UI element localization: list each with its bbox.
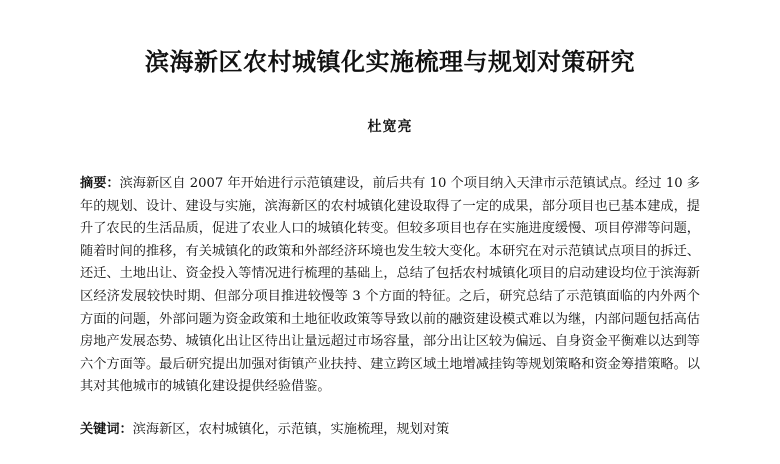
abstract-label: 摘要： <box>80 176 120 191</box>
keywords-label: 关键词： <box>80 422 133 437</box>
paper-title: 滨海新区农村城镇化实施梳理与规划对策研究 <box>145 47 635 76</box>
abstract-text: 滨海新区自 2007 年开始进行示范镇建设，前后共有 10 个项目纳入天津市示范镇试点。经过 10 多年的规划、设计、建设与实施，滨海新区的农村城镇化建设取得了一定的成果，部分项目也已基本建成，提升了农民的生活品质，促进了农业人口的城镇化转变。但较多项目也存在实施进度缓慢、项目停滞等问题，随着时间的推移，有关城镇化的政策和外部经济环境也发生较大变化。本研究在对示范镇试点项目的拆迁、还迁、土地出让、资金投入等情况进行梳理的基础上，总结了包括农村城镇化项目的启动建设均位于滨海新区经济发展较快时期、但部分项目推进较慢等 3 个方面的特征。之后，研究总结了示范镇面临的内外两个方面的问题，外部问题为资金政策和土地征收政策等导致以前的融资建设模式难以为继，内部问题包括高估房地产发展态势、城镇化出让区待出让量远超过市场容量，部分出让区较为偏远、自身资金平衡难以达到等六个方面等。最后研究提出加强对街镇产业扶持、建立跨区域土地增减挂钩等规划策略和资金筹措策略。以其对其他城市的城镇化建设提供经验借鉴。 <box>80 176 700 395</box>
keywords-text: 滨海新区，农村城镇化，示范镇，实施梳理，规划对策 <box>132 422 450 437</box>
paper-author: 杜宽亮 <box>367 119 413 135</box>
abstract-paragraph <box>80 173 700 399</box>
keywords-line <box>80 419 700 441</box>
